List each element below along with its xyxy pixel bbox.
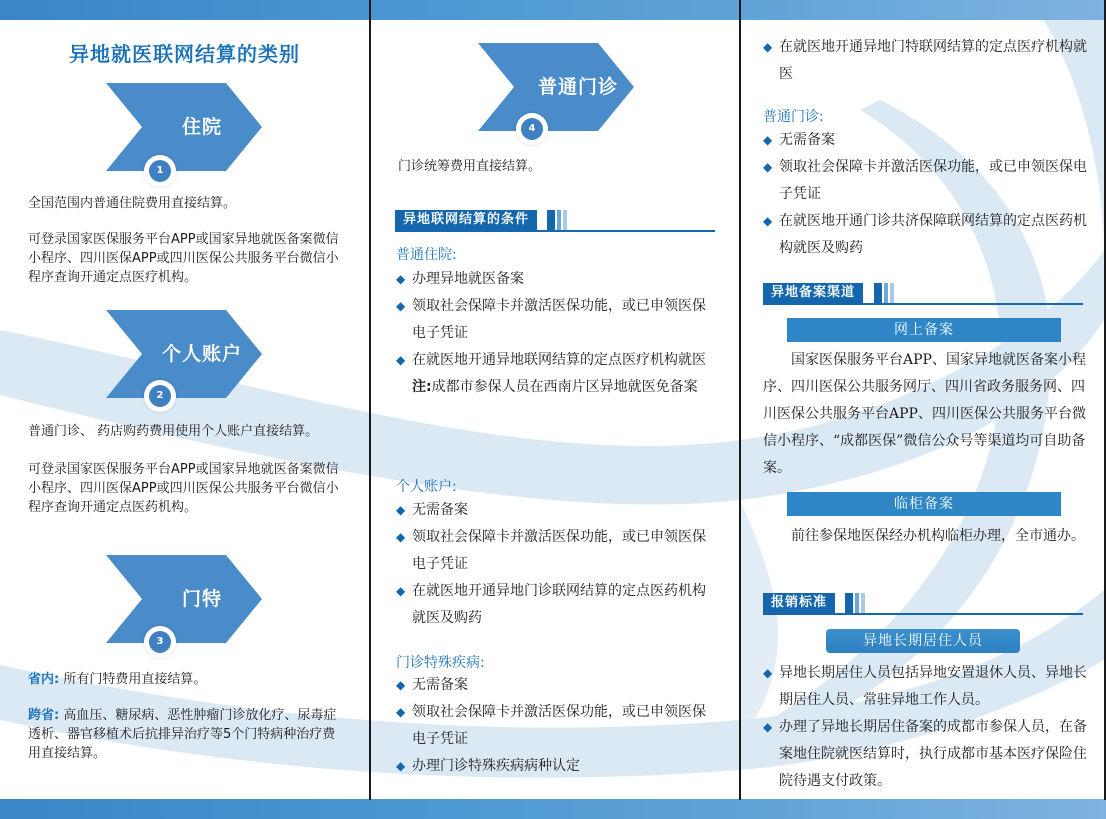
note-label: 注:: [412, 379, 432, 395]
section-header: [395, 210, 715, 234]
section-header: [763, 283, 1083, 307]
top-color-band: [0, 0, 1106, 20]
list-item: ◆ 无需备案: [396, 672, 718, 699]
step-badge: [516, 113, 548, 145]
paragraph: 可登录国家医保服务平台APP或国家异地就医备案微信小程序、四川医保APP或四川医保公共服务平台微信小程序查询开通定点医疗机构。: [28, 232, 339, 285]
bullet-list: [763, 127, 1088, 262]
online-filing-heading: 网上备案: [787, 318, 1061, 342]
section-header: [763, 593, 1083, 617]
list-item: ◆ 领取社会保障卡并激活医保功能，或已申领医保电子凭证: [396, 293, 718, 347]
badge-number: 3: [149, 631, 171, 653]
paragraph: 门诊统筹费用直接结算。: [398, 159, 542, 174]
list-item: ◆ 在就医地开通异地门特联网结算的定点医疗机构就医: [763, 34, 1088, 88]
section-title: 报销标准: [763, 593, 835, 613]
paragraph: 普通门诊、 药店购药费用使用个人账户直接结算。: [28, 424, 319, 439]
label: 跨省:: [28, 708, 60, 723]
list-item: ◆ 领取社会保障卡并激活医保功能，或已申领医保电子凭证: [763, 154, 1088, 208]
paragraph: 国家医保服务平台APP、国家异地就医备案小程序、四川医保公共服务网厅、四川省政务服务网、四川医保公共服务平台APP、四川医保公共服务平台微信小程序、“成都医保”微信公众号等渠道均可自助备案。: [763, 352, 1086, 476]
chevron-personal-account: [106, 310, 262, 398]
paragraph: 前往参保地医保经办机构临柜办理，全市通办。: [791, 528, 1085, 544]
bullet-list: [396, 266, 718, 401]
step-badge: [144, 626, 176, 658]
chevron-label: 普通门诊: [537, 76, 618, 98]
group-label: 门诊特殊疾病:: [396, 655, 485, 671]
list-item: ◆ 在就医地开通异地门诊联网结算的定点医药机构就医及购药: [396, 578, 718, 632]
counter-filing-heading: 临柜备案: [787, 492, 1061, 516]
panel-conditions: [371, 20, 739, 799]
note: [396, 374, 718, 401]
note-text: 成都市参保人员在西南片区异地就医免备案: [431, 379, 698, 395]
group-label: 普通住院:: [396, 247, 457, 263]
text: 所有门特费用直接结算。: [63, 672, 207, 687]
page-title: 异地就医联网结算的类别: [69, 42, 300, 66]
step-badge: [144, 155, 176, 187]
group-label: 普通门诊:: [763, 109, 824, 125]
chevron-special-outpatient: [106, 555, 262, 643]
badge-number: 4: [521, 118, 543, 140]
list-item: ◆ 在就医地开通门诊共济保障联网结算的定点医药机构就医及购药: [763, 208, 1088, 262]
decorative-bars-icon: [545, 210, 575, 230]
section-title: 异地联网结算的条件: [395, 210, 537, 230]
chevron-label: 门特: [181, 588, 222, 610]
group-label: 个人账户:: [396, 479, 457, 495]
cross-province-paragraph: [28, 706, 346, 763]
panel-channels: [741, 20, 1104, 799]
list-item: ◆ 领取社会保障卡并激活医保功能，或已申领医保电子凭证: [396, 699, 718, 753]
decorative-bars-icon: [872, 283, 902, 303]
section-underline: [763, 303, 1083, 305]
long-term-residents-heading: 异地长期居住人员: [826, 629, 1020, 653]
label: 省内:: [28, 672, 60, 687]
section-underline: [395, 230, 715, 232]
decorative-bars-icon: [843, 593, 873, 613]
list-item: ◆ 办理门诊特殊疾病病种认定: [396, 753, 718, 780]
list-item: ◆ 办理了异地长期居住备案的成都市参保人员，在备案地住院就医结算时，执行成都市基本医疗保险住院待遇支付政策。: [763, 714, 1088, 795]
step-badge: [144, 380, 176, 412]
text: 高血压、糖尿病、恶性肿瘤门诊放化疗、尿毒症透析、器官移植术后抗排异治疗等5个门特病种治疗费用直接结算。: [28, 708, 337, 761]
bullet-list: [763, 34, 1088, 88]
in-province-paragraph: [28, 670, 346, 689]
list-item: ◆ 异地长期居住人员包括异地安置退休人员、异地长期居住人员、常驻异地工作人员。: [763, 660, 1088, 714]
fold-divider: [369, 0, 371, 800]
chevron-label: 住院: [181, 116, 222, 138]
list-item: ◆ 无需备案: [763, 127, 1088, 154]
fold-divider: [739, 0, 741, 800]
section-title: 异地备案渠道: [763, 283, 863, 303]
panel-categories: [0, 20, 369, 799]
list-item: ◆ 无需备案: [396, 497, 718, 524]
bullet-list: [396, 672, 718, 780]
section-underline: [763, 613, 1083, 615]
bullet-list: [763, 660, 1088, 795]
chevron-label: 个人账户: [161, 343, 242, 365]
chevron-general-outpatient: [478, 43, 634, 131]
badge-number: 2: [149, 385, 171, 407]
chevron-inpatient: [106, 83, 262, 171]
list-item: ◆ 办理异地就医备案: [396, 266, 718, 293]
badge-number: 1: [149, 160, 171, 182]
bottom-color-band: [0, 799, 1106, 819]
list-item: ◆ 领取社会保障卡并激活医保功能，或已申领医保电子凭证: [396, 524, 718, 578]
bullet-list: [396, 497, 718, 632]
paragraph: 全国范围内普通住院费用直接结算。: [28, 196, 237, 211]
paragraph: 可登录国家医保服务平台APP或国家异地就医备案微信小程序、四川医保APP或四川医保公共服务平台微信小程序查询开通定点医药机构。: [28, 462, 339, 515]
list-item: ◆ 在就医地开通异地联网结算的定点医疗机构就医: [396, 347, 718, 374]
